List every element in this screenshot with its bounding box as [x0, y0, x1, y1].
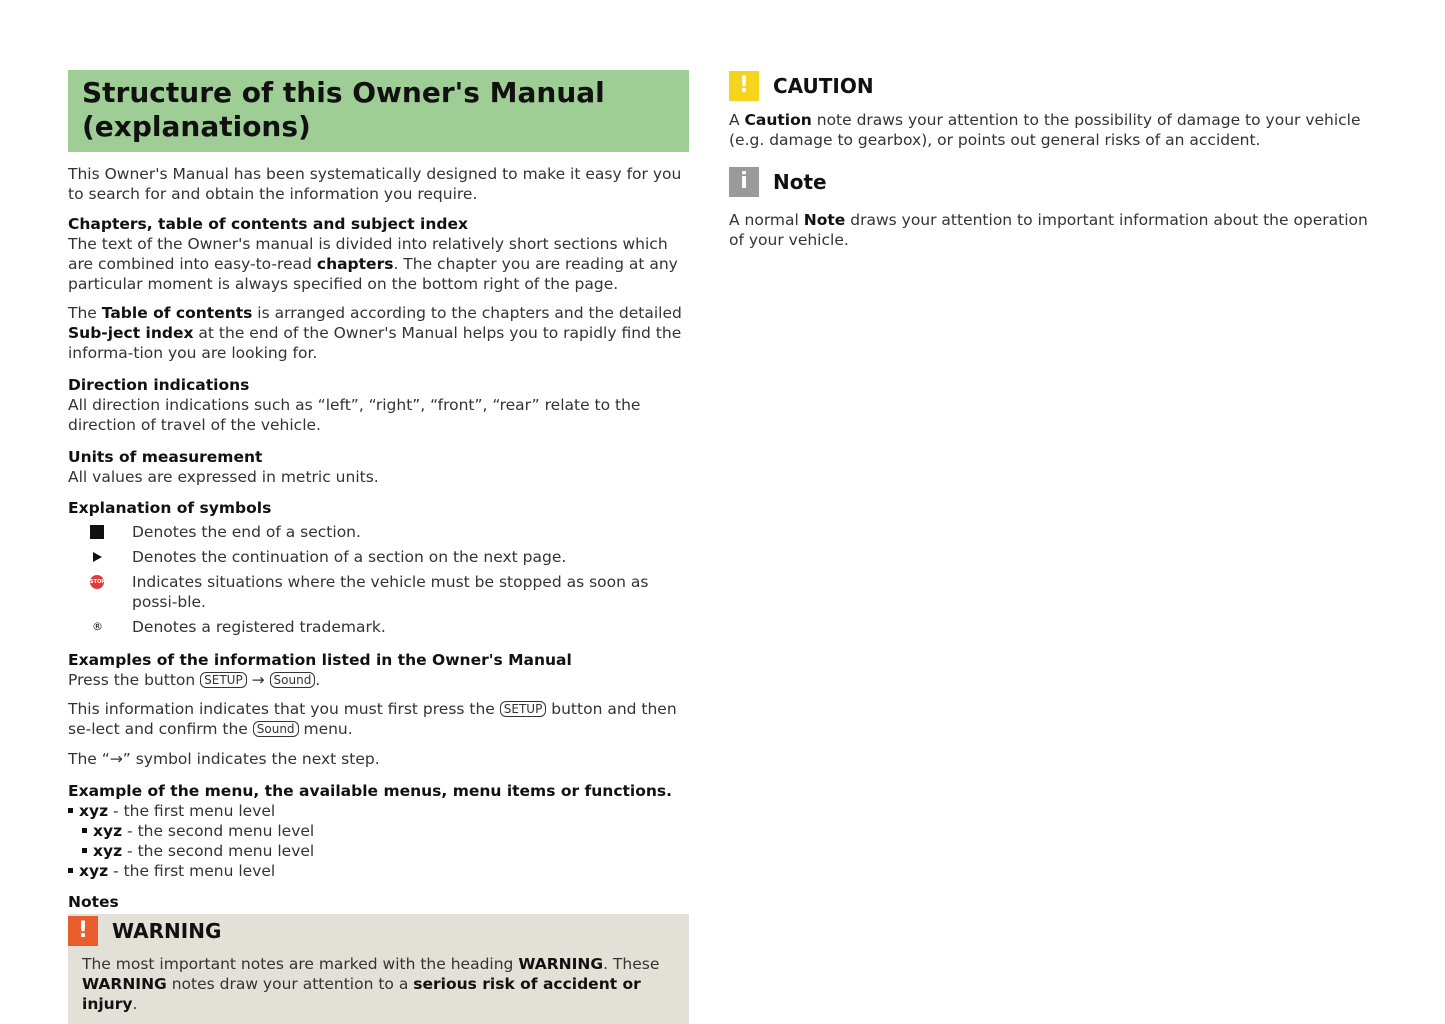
sound-key: Sound	[270, 672, 316, 688]
next-step-text: The “→” symbol indicates the next step.	[68, 750, 380, 768]
symbol-row	[68, 522, 689, 542]
symbol-row	[68, 617, 689, 637]
menu-item: xyz - the second menu level	[68, 841, 689, 861]
note-title: Note	[773, 170, 827, 194]
sound-key: Sound	[253, 721, 299, 737]
warning-header	[68, 914, 675, 948]
example-explanation: This information indicates that you must first press the SETUP button and then se-lect and confirm the Sound menu.	[68, 700, 677, 738]
warning-text: The most important notes are marked with the heading WARNING. These WARNING notes draw your attention to a serious risk of accident or injury.	[82, 955, 660, 1013]
warning-title: WARNING	[112, 919, 222, 943]
notes-heading: Notes	[68, 893, 119, 911]
setup-key: SETUP	[200, 672, 247, 688]
examples-section	[68, 650, 689, 769]
symbol-description: Indicates situations where the vehicle must be stopped as soon as possi-ble.	[132, 573, 649, 611]
note-text: A normal Note draws your attention to important information about the operation of your vehicle.	[729, 211, 1368, 249]
caution-text: A Caution note draws your attention to the possibility of damage to your vehicle (e.g. damage to gearbox), or points out general risks of an accident.	[729, 111, 1361, 149]
intro-paragraph: This Owner's Manual has been systematically designed to make it easy for you to search for and obtain the information you require.	[68, 165, 682, 203]
stop-sign-icon: STOP	[90, 575, 104, 589]
symbol-row	[68, 572, 689, 612]
symbol-description: Denotes the end of a section.	[132, 523, 361, 541]
direction-section	[68, 375, 689, 435]
chapters-paragraph: The text of the Owner's manual is divided into relatively short sections which are combined into easy-to-read chapters. The chapter you are reading at any particular moment is always specified on the bottom right of the page.	[68, 235, 678, 293]
caution-header	[729, 70, 1369, 102]
left-column	[68, 70, 689, 1024]
registered-trademark-icon: ®	[92, 620, 103, 633]
toc-paragraph: The Table of contents is arranged according to the chapters and the detailed Sub-ject index at the end of the Owner's Manual helps you to rapidly find the informa-tion you are looking for.	[68, 304, 682, 362]
examples-heading: Examples of the information listed in the Owner's Manual	[68, 651, 572, 669]
end-of-section-square-icon	[90, 525, 104, 539]
symbols-section	[68, 498, 689, 637]
right-column	[729, 70, 1369, 250]
chapters-section	[68, 214, 689, 363]
menu-item: xyz - the first menu level	[68, 801, 689, 821]
page-title: Structure of this Owner's Manual (explanations)	[82, 76, 605, 143]
menu-section	[68, 781, 689, 881]
caution-exclamation-icon: !	[729, 71, 759, 101]
caution-title: CAUTION	[773, 74, 874, 98]
units-heading: Units of measurement	[68, 448, 263, 466]
info-icon: i	[729, 167, 759, 197]
bullet-icon	[68, 868, 73, 873]
units-section	[68, 447, 689, 487]
symbol-description: Denotes a registered trademark.	[132, 618, 386, 636]
symbol-row	[68, 547, 689, 567]
bullet-icon	[82, 828, 87, 833]
chapters-heading: Chapters, table of contents and subject index	[68, 215, 468, 233]
title-banner	[68, 70, 689, 152]
notes-section	[68, 892, 689, 1024]
menu-item: xyz - the second menu level	[68, 821, 689, 841]
bullet-icon	[68, 808, 73, 813]
symbol-description: Denotes the continuation of a section on the next page.	[132, 548, 567, 566]
symbols-heading: Explanation of symbols	[68, 499, 272, 517]
bullet-icon	[82, 848, 87, 853]
warning-exclamation-icon: !	[68, 916, 98, 946]
direction-heading: Direction indications	[68, 376, 250, 394]
note-header	[729, 166, 1369, 198]
menu-item: xyz - the first menu level	[68, 861, 689, 881]
press-button-example: Press the button SETUP → Sound .	[68, 671, 321, 689]
setup-key: SETUP	[500, 701, 547, 717]
menu-heading: Example of the menu, the available menus, menu items or functions.	[68, 782, 673, 800]
continuation-triangle-icon	[93, 552, 102, 562]
warning-box	[68, 914, 689, 1024]
units-text: All values are expressed in metric units.	[68, 468, 379, 486]
direction-text: All direction indications such as “left”, “right”, “front”, “rear” relate to the direction of travel of the vehicle.	[68, 396, 641, 434]
